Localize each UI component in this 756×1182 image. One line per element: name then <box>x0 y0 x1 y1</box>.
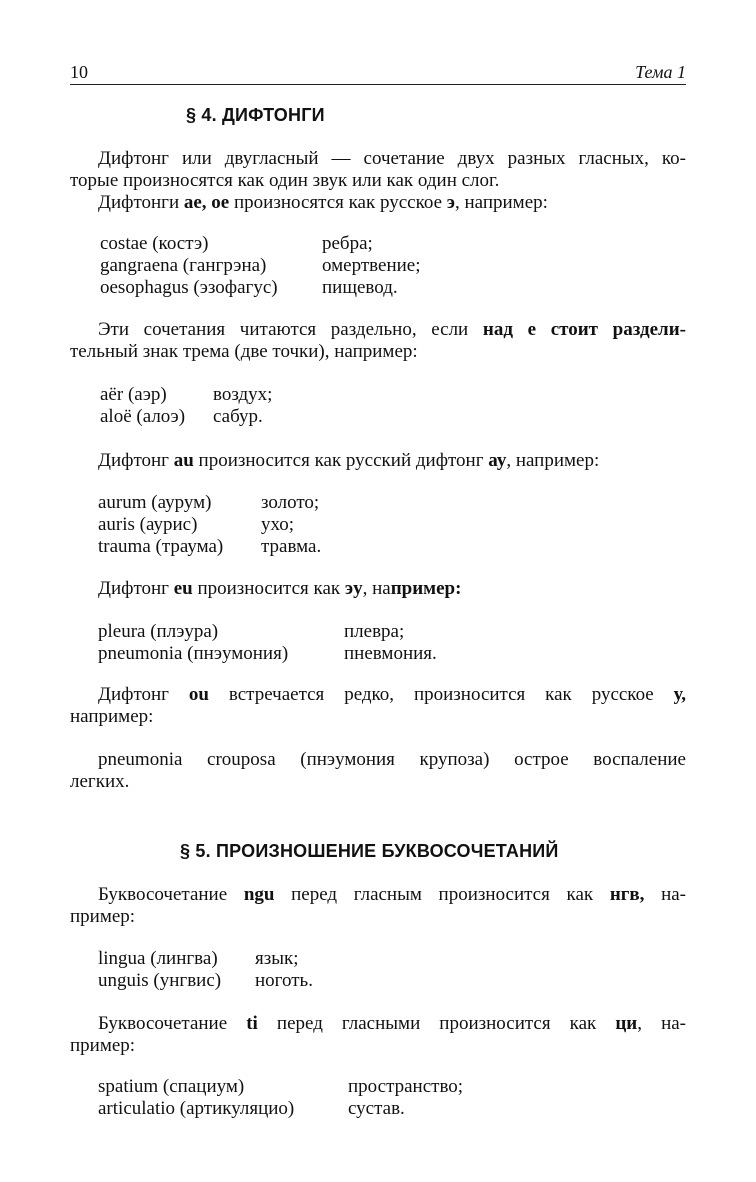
s4-paragraph-4: Дифтонг au произносится как русский дифтонг ау, например: <box>98 450 600 471</box>
s4-p1-line2: торые произносятся как один звук или как один слог. <box>70 170 500 191</box>
s5-paragraph-1: Буквосочетание ngu перед гласным произносится как нгв, на- пример: <box>70 884 687 927</box>
s4-paragraph-1 <box>70 148 686 214</box>
s4-paragraph-7: pneumonia crouposa (пнэумония крупоза) острое воспаление легких. <box>70 749 686 792</box>
section-5-title: § 5. ПРОИЗНОШЕНИЕ БУКВОСОЧЕТАНИЙ <box>180 841 559 861</box>
page-header <box>70 60 686 85</box>
page: 10 Тема 1 § 4. ДИФТОНГИ Дифтонг или двугласный — сочетание двух разных гласных, ко- торые произносятся как один звук или как один слог. Дифтонги ae, oe произносятся как русское э, например: costae (костэ) ребра; gangraena (гангрэна) омертвение; oesophagus (эзофагус) пищевод. Эти сочетания читаются раздельно, если над е стоит раздели- тельный знак трема (две точки), например: aёr (аэр) воздух; aloё (алоэ) сабур. Дифтонг au произносится как русский дифтонг ау, например: aurum (аурум) золото; auris (аурис) ухо; trauma (траума) травма. Дифтонг eu произносится как эу, например: pleura (плэура) плевра; pneumonia (пнэумония) пневмония. Дифтонг ou встречается редко, произносится как русское у, например: pneumonia crouposa (пнэумония крупоза) острое воспаление легких. § 5. ПРОИЗНОШЕНИЕ БУКВОСОЧЕТАНИЙ Буквосочетание ngu перед гласным произносится как нгв, на- пример: lingua (лингва) язык; unguis (унгвис) ноготь. Буквосочетание ti перед гласными произносится как ци, на- пример: spatium (спациум) пространство; articulatio (артикуляцио) сустав. <box>70 62 687 1119</box>
s4-paragraph-6: Дифтонг ou встречается редко, произносится как русское у, например: <box>70 684 687 727</box>
s4-paragraph-3: Эти сочетания читаются раздельно, если над е стоит раздели- тельный знак трема (две точки), например: <box>70 319 686 362</box>
s4-p2-line: Дифтонги ae, oe произносятся как русское э, например: <box>98 192 548 213</box>
s4-paragraph-5: Дифтонг eu произносится как эу, например: <box>98 578 462 599</box>
running-title: Тема 1 <box>635 62 686 82</box>
s5-paragraph-2: Буквосочетание ti перед гласными произносится как ци, на- пример: <box>70 1013 686 1056</box>
page-number: 10 <box>70 62 88 82</box>
s4-p1-line1: Дифтонг или двугласный — сочетание двух разных гласных, ко- <box>98 148 686 169</box>
section-4-title: § 4. ДИФТОНГИ <box>186 105 325 125</box>
